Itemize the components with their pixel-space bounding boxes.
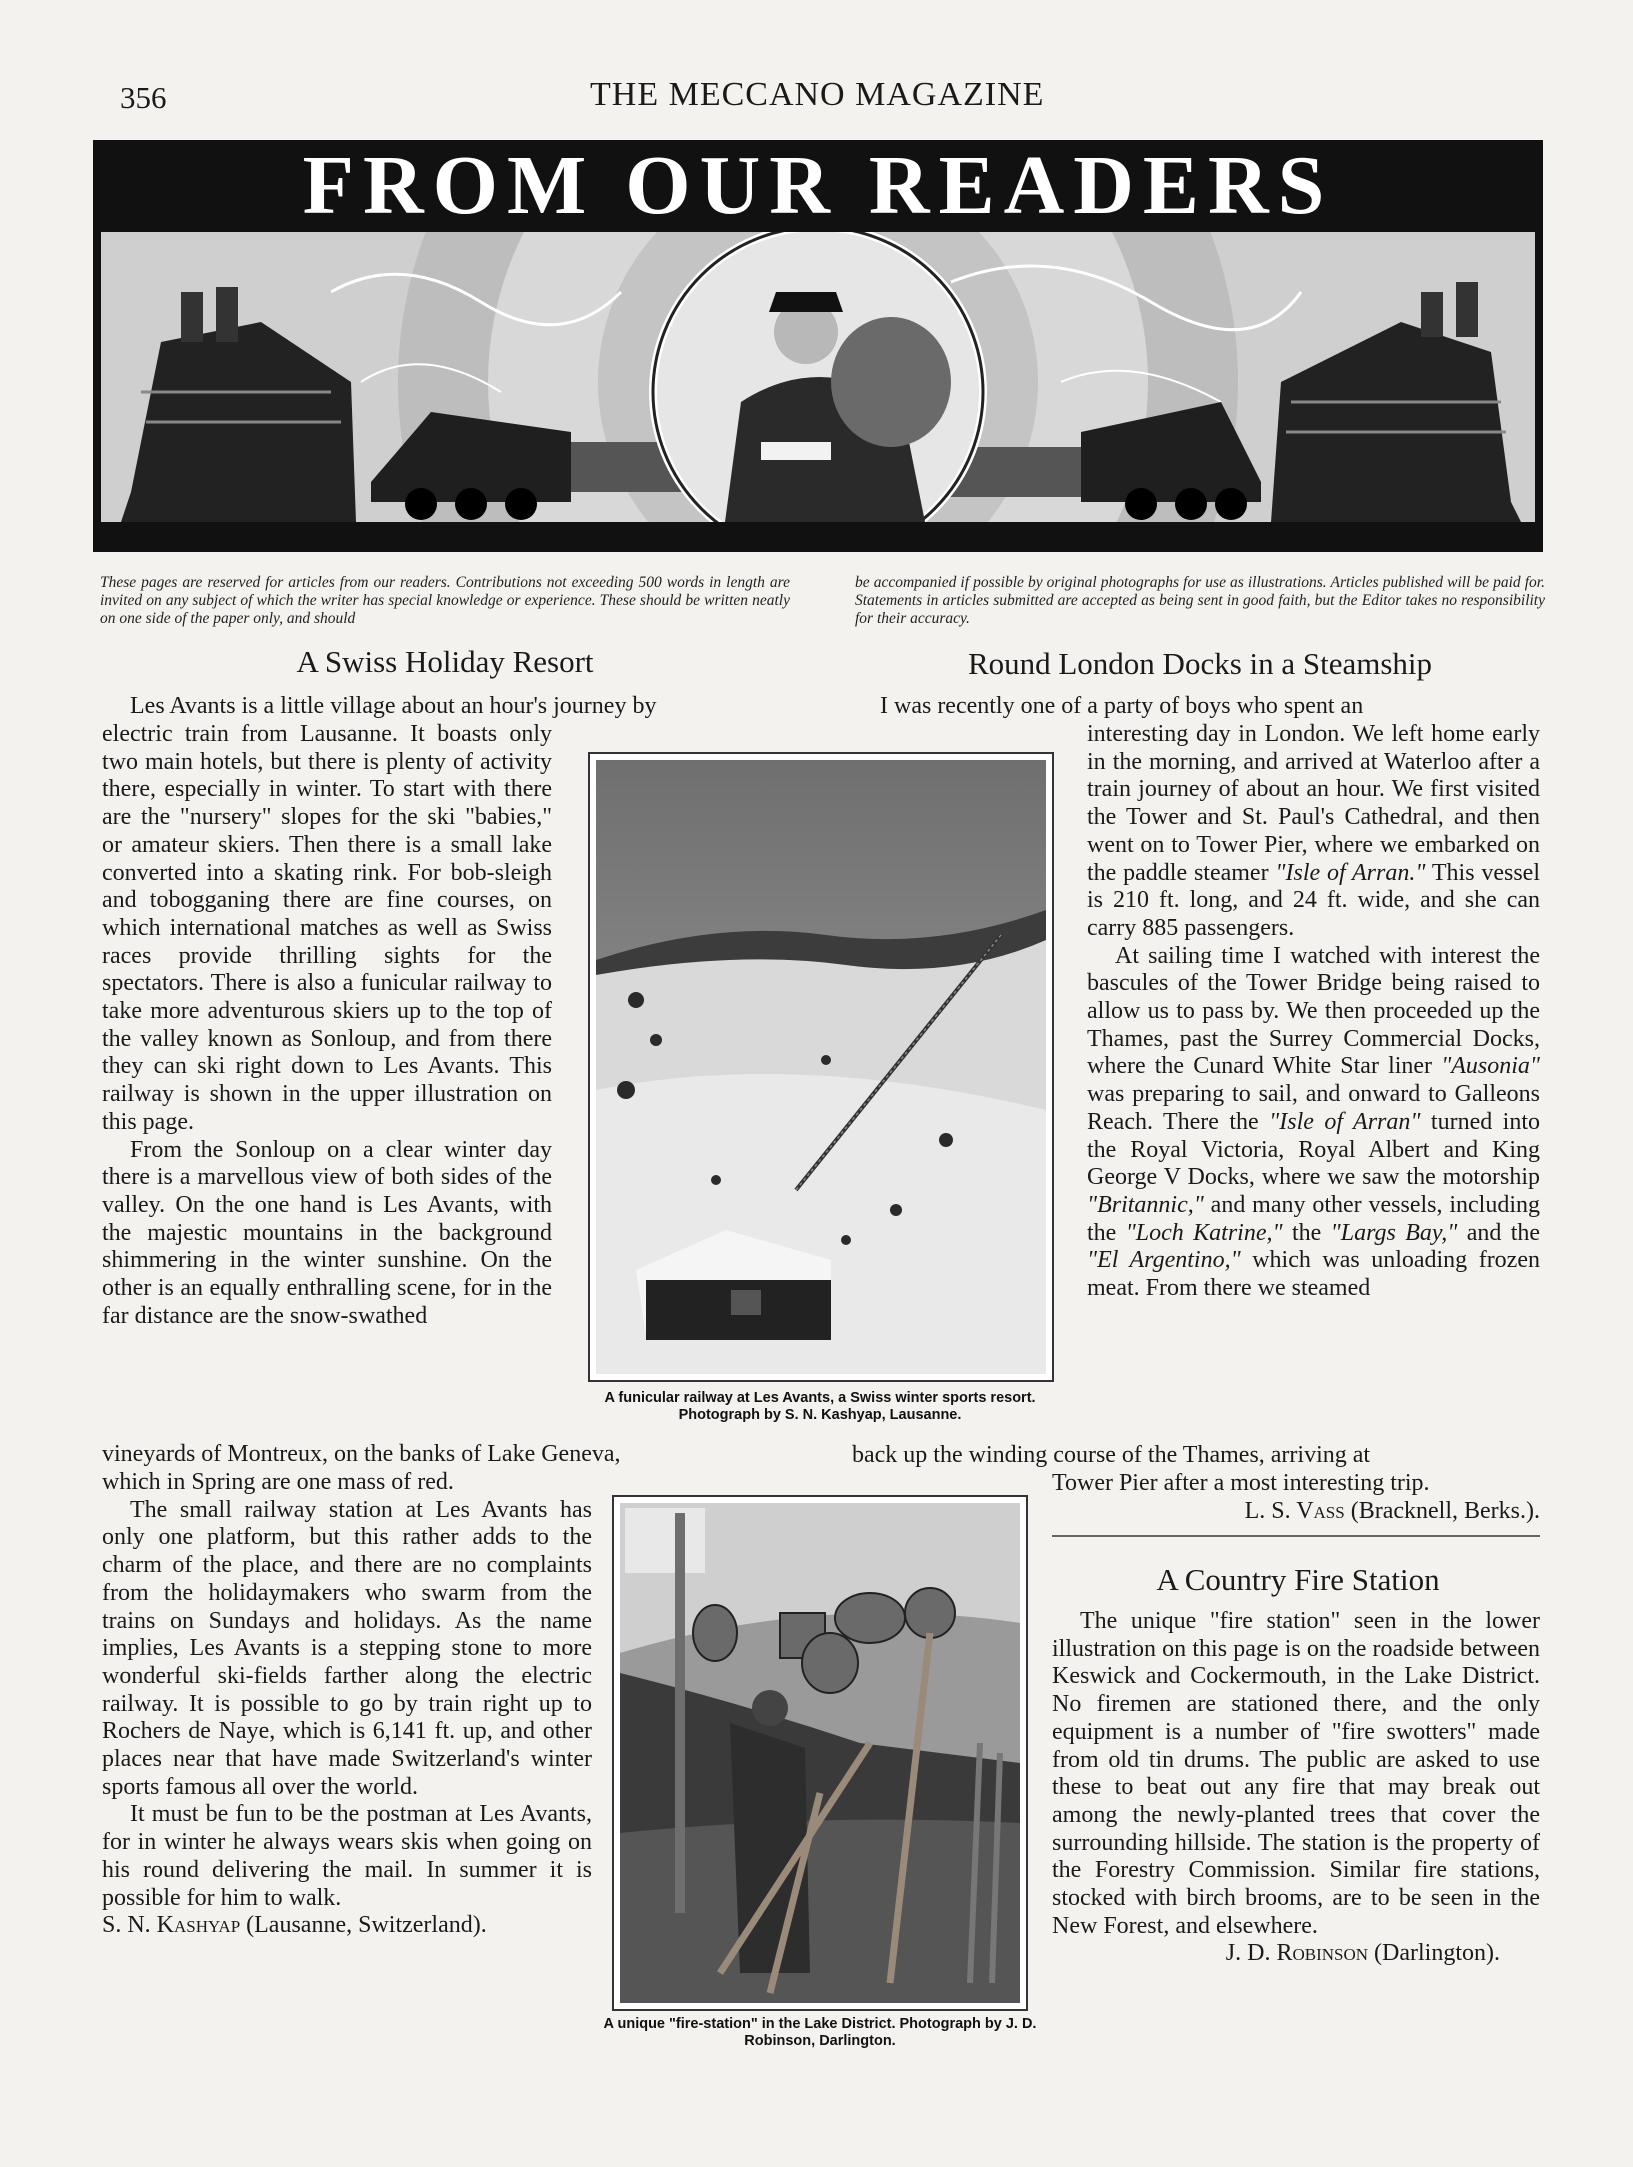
intro-text-left: These pages are reserved for articles from our readers. Contributions not exceeding 500 words in length are invited on any subject of which the writer has special knowledge or experience. These should be written neatly on one side of the paper only, and should bbox=[100, 574, 790, 627]
docks-ship-5: "Loch Katrine," bbox=[1125, 1219, 1283, 1246]
docks-p1-text: interesting day in London. We left home early in the morning, and arrived at Waterloo after a train journey of about an hour. We first visited the Tower and St. Paul's Cathedral, and then went on to Tower Pier, where we embarked on the paddle steamer bbox=[1087, 721, 1540, 886]
docks-ship-1: "Isle of Arran." bbox=[1275, 859, 1426, 886]
docks-ship-3: "Isle of Arran" bbox=[1269, 1108, 1421, 1135]
swiss-wide-line: vineyards of Montreux, on the banks of Lake Geneva, bbox=[102, 1441, 621, 1467]
swiss-lower-column bbox=[102, 1469, 592, 1940]
swiss-paragraph-2-end: which in Spring are one mass of red. bbox=[102, 1469, 454, 1495]
swiss-signature bbox=[102, 1912, 592, 1940]
docks-signature-place: (Bracknell, Berks.). bbox=[1350, 1497, 1540, 1524]
docks-paragraph-end: Tower Pier after a most interesting trip. bbox=[1052, 1470, 1430, 1496]
docks-p2-b: was preparing to sail, and onward to Galleons Reach. There the bbox=[1087, 1081, 1540, 1135]
fire-station-image bbox=[620, 1503, 1020, 2003]
banner-title: FROM OUR READERS bbox=[302, 140, 1334, 232]
page-number: 356 bbox=[120, 80, 167, 115]
docks-p2-d: and many other vessels, including the bbox=[1087, 1191, 1541, 1246]
docks-signature-name: L. S. Vass bbox=[1244, 1497, 1345, 1524]
magazine-title: THE MECCANO MAGAZINE bbox=[590, 76, 1045, 113]
section-divider bbox=[1052, 1535, 1540, 1537]
swiss-paragraph-4: It must be fun to be the postman at Les Avants, for in winter he always wears skis when going on his round delivering the mail. In summer it is possible for him to walk. bbox=[102, 1801, 592, 1911]
funicular-caption: A funicular railway at Les Avants, a Swiss winter sports resort. Photograph by S. N. Kashyap, Lausanne. bbox=[604, 1390, 1036, 1423]
article-title-swiss: A Swiss Holiday Resort bbox=[296, 644, 594, 679]
docks-lead-line: I was recently one of a party of boys who spent an bbox=[880, 693, 1364, 719]
docks-paragraph-1 bbox=[1087, 721, 1540, 943]
article-title-fire: A Country Fire Station bbox=[1156, 1562, 1440, 1597]
docks-signature bbox=[1052, 1498, 1540, 1526]
docks-ship-2: "Ausonia" bbox=[1441, 1053, 1541, 1080]
funicular-image bbox=[596, 760, 1046, 1374]
docks-p2-a: At sailing time I watched with interest the bascules of the Tower Bridge being raised to allow us to pass by. We then proceeded up the Thames, past the Surrey Commercial Docks, where the Cunard White Star liner bbox=[1087, 942, 1540, 1080]
docks-wide-line: back up the winding course of the Thames, arriving at bbox=[852, 1442, 1371, 1468]
docks-p1-text-2: This vessel is 210 ft. long, and 24 ft. wide, and she can carry 885 passengers. bbox=[1087, 859, 1541, 941]
article-title-docks: Round London Docks in a Steamship bbox=[967, 646, 1433, 681]
docks-ship-7: "El Argentino," bbox=[1087, 1247, 1241, 1274]
fire-signature-place: (Darlington). bbox=[1374, 1940, 1500, 1967]
fire-signature bbox=[1052, 1940, 1540, 1968]
docks-ship-6: "Largs Bay," bbox=[1330, 1219, 1458, 1246]
swiss-paragraph-1: electric train from Lausanne. It boasts only two main hotels, but there is plenty of activity there, especially in winter. To start with there are the "nursery" slopes for the ski "babies," or amateur skiers. Then there is a small lake converted into a skating rink. For bob-sleigh and tobogganing there are fine courses, on which international matches as well as Swiss races provide thrilling sights for the spectators. There is also a funicular railway to take more adventurous skiers up to the top of the valley known as Sonloup, and from there they can ski right down to Les Avants. This railway is shown in the upper illustration on this page. bbox=[102, 721, 552, 1135]
swiss-paragraph-3: The small railway station at Les Avants has only one platform, but this rather adds to the charm of the place, and there are no complaints from the holidaymakers who swarm from the trains on Sundays and holidays. As the name implies, Les Avants is a stepping stone to more wonderful ski-fields farther along the electric railway. It is possible to go by train right up to Rochers de Naye, which is 6,141 ft. up, and other places near that have made Switzerland's winter sports famous all over the world. bbox=[102, 1496, 592, 1800]
docks-p2-g: which was unloading frozen meat. From there we steamed bbox=[1087, 1247, 1540, 1302]
docks-p2-e: the bbox=[1291, 1219, 1322, 1246]
swiss-lead-line: Les Avants is a little village about an hour's journey by bbox=[130, 693, 657, 719]
swiss-signature-place: (Lausanne, Switzerland). bbox=[246, 1912, 487, 1939]
swiss-signature-name: S. N. Kashyap bbox=[102, 1912, 241, 1939]
fire-paragraph-1: The unique "fire station" seen in the lower illustration on this page is on the roadside between Keswick and Cockermouth, in the Lake District. No firemen are stationed there, and the only equipment is a number of "fire swotters" made from old tin drums. The public are asked to use these to beat out any fire that may break out among the newly-planted trees that cover the surrounding hillside. The station is the property of the Forestry Commission. Similar fire stations, stocked with birch brooms, are to be seen in the New Forest, and elsewhere. bbox=[1052, 1608, 1540, 1939]
docks-paragraph-2 bbox=[1087, 943, 1540, 1303]
fire-station-photo bbox=[612, 1495, 1028, 2011]
swiss-column-text bbox=[102, 721, 552, 1330]
fire-signature-name: J. D. Robinson bbox=[1225, 1940, 1369, 1967]
banner-illustration bbox=[101, 232, 1535, 544]
docks-column-text bbox=[1087, 721, 1540, 1303]
docks-p2-c: turned into the Royal Victoria, Royal Albert and King George V Docks, where we saw the motorship bbox=[1087, 1108, 1541, 1191]
swiss-paragraph-2: From the Sonloup on a clear winter day there is a marvellous view of both sides of the valley. On the one hand is Les Avants, with the majestic mountains in the background shimmering in the winter sunshine. On the other is an equally enthralling scene, for in the far distance are the snow-swathed bbox=[102, 1136, 552, 1329]
fire-station-caption: A unique "fire-station" in the Lake District. Photograph by J. D. Robinson, Darlington. bbox=[603, 2016, 1037, 2049]
funicular-photo bbox=[588, 752, 1054, 1382]
docks-p2-f: and the bbox=[1466, 1219, 1541, 1246]
postman-medallion-icon bbox=[653, 232, 983, 544]
intro-text-right: be accompanied if possible by original photographs for use as illustrations. Articles published will be paid for. Statements in articles submitted are accepted as being sent in good faith, but the Editor takes no responsibility for their accuracy. bbox=[855, 574, 1545, 627]
docks-closing bbox=[1052, 1470, 1540, 1525]
section-banner bbox=[93, 140, 1543, 552]
fire-article-body bbox=[1052, 1608, 1540, 1968]
docks-ship-4: "Britannic," bbox=[1087, 1191, 1204, 1218]
